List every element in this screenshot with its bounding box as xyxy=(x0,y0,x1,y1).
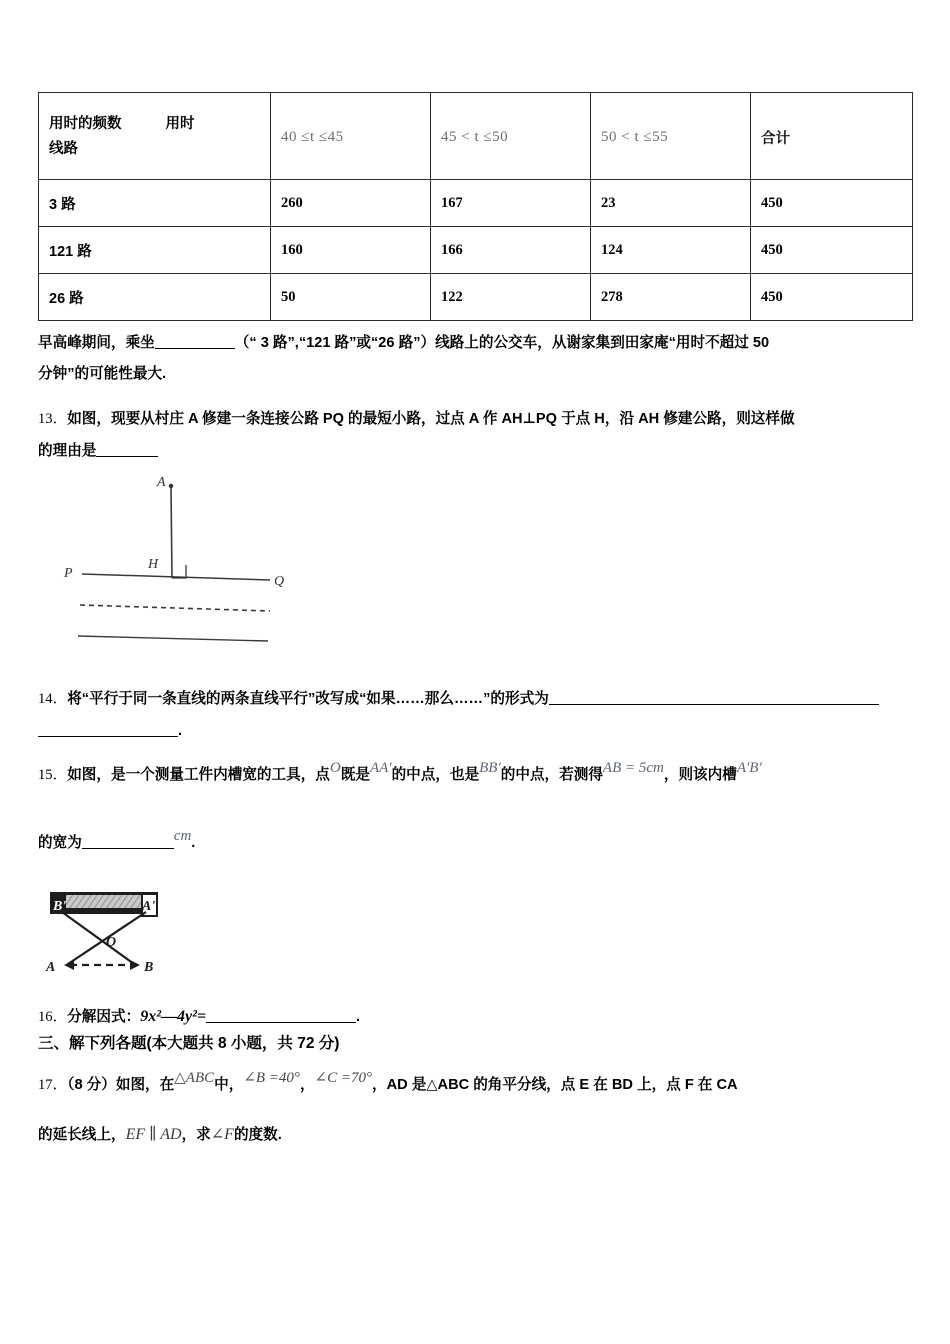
cell-r2-c1: 122 xyxy=(431,274,591,321)
table-header-row xyxy=(39,93,913,180)
math-AA-prime: AA′ xyxy=(369,760,392,776)
figure-label-P: P xyxy=(64,566,73,581)
q15-text-e: ，则该内槽 xyxy=(663,767,737,783)
q14-answer-blank-2[interactable] xyxy=(38,736,178,737)
segment-AH xyxy=(171,488,172,578)
q13-line-1 xyxy=(38,402,795,436)
q16-line xyxy=(38,1000,360,1034)
cell-r0-c0: 260 xyxy=(271,180,431,227)
q15-text-a: 如图，是一个测量工件内槽宽的工具，点 xyxy=(67,767,330,783)
q16-text-b: . xyxy=(356,1009,361,1025)
math-angle-B: ∠B =40° xyxy=(243,1070,300,1086)
corner-header-frequency: 用时的频数 xyxy=(49,115,122,132)
cell-r1-c1: 166 xyxy=(431,227,591,274)
figure-q15-svg xyxy=(42,886,194,986)
q16-answer-blank[interactable] xyxy=(206,1022,356,1023)
math-angle-F: ∠F xyxy=(210,1126,234,1143)
table-row xyxy=(39,227,913,274)
row-label-route-3: 3 路 xyxy=(39,180,271,227)
q17-text-d: ，AD 是△ABC 的角平分线，点 E 在 BD 上，点 F 在 CA xyxy=(372,1077,738,1093)
math-unit-cm: cm xyxy=(173,828,192,844)
figure-label-A-prime: A' xyxy=(142,899,156,914)
row-label-route-121: 121 路 xyxy=(39,227,271,274)
math-triangle-ABC: △ABC xyxy=(174,1070,215,1086)
q17-text-a: 如图，在 xyxy=(115,1077,175,1093)
q15-text-line2-a: 的宽为 xyxy=(38,835,82,851)
q15-line-2 xyxy=(38,826,195,860)
q13-text-line2: 的理由是 xyxy=(38,443,97,459)
point-A-dot xyxy=(169,484,173,488)
figure-label-B: B xyxy=(144,960,154,975)
q17-text-b: 中， xyxy=(214,1077,244,1093)
cell-r0-c1: 167 xyxy=(431,180,591,227)
figure-label-Q: Q xyxy=(274,574,285,589)
q13-text-line1: 如图，现要从村庄 A 修建一条连接公路 PQ 的最短小路，过点 A 作 AH⊥PQ 于点 H，沿 AH 修建公路，则这样做 xyxy=(67,411,795,427)
q17-number: 17． xyxy=(38,1077,68,1093)
right-angle-marker xyxy=(172,565,186,578)
q15-line-1 xyxy=(38,758,762,792)
q13-line-2 xyxy=(38,434,158,468)
cell-r2-c2: 278 xyxy=(591,274,751,321)
q12-text-after-blank: （“ 3 路”,“121 路”或“26 路”）线路上的公交车，从谢家集到田家庵“用时不超过 50 xyxy=(234,335,770,351)
cell-r0-c2: 23 xyxy=(591,180,751,227)
q15-number: 15． xyxy=(38,767,68,783)
figure-q13-perpendicular-to-line xyxy=(58,468,290,650)
row-label-route-26: 26 路 xyxy=(39,274,271,321)
q17-text-line2-a: 的延长线上， xyxy=(38,1127,126,1143)
q14-line-2 xyxy=(38,714,182,748)
cell-r2-c3: 450 xyxy=(751,274,913,321)
total-label: 合计 xyxy=(761,130,790,147)
q12-tail-line-1 xyxy=(38,326,769,360)
figure-q15-caliper-tool xyxy=(42,886,194,986)
q12-text-before-blank: 早高峰期间，乘坐 xyxy=(38,335,155,351)
arrow-left xyxy=(64,960,74,970)
table-row xyxy=(39,274,913,321)
q14-line-1 xyxy=(38,682,879,716)
q15-answer-blank[interactable] xyxy=(82,848,174,849)
table-row xyxy=(39,180,913,227)
q12-answer-blank[interactable] xyxy=(155,348,235,349)
table-header-total xyxy=(751,93,913,180)
bin-label-3: 50 < t ≤55 xyxy=(601,128,669,145)
caliper-bar-texture xyxy=(55,895,153,908)
corner-header-time: 用时 xyxy=(165,115,195,132)
q14-number: 14． xyxy=(38,691,68,707)
math-A-prime-B-prime: A′B′ xyxy=(736,760,762,776)
q15-text-b: 既是 xyxy=(340,767,370,783)
table-corner-header xyxy=(39,93,271,180)
q13-number: 13． xyxy=(38,411,68,427)
cell-r1-c0: 160 xyxy=(271,227,431,274)
figure-q13-svg xyxy=(58,468,290,650)
line-PQ xyxy=(82,574,270,580)
q17-line-2 xyxy=(38,1118,282,1152)
arrow-right xyxy=(130,960,140,970)
q16-number: 16． xyxy=(38,1009,68,1025)
q15-text-c: 的中点，也是 xyxy=(391,767,480,783)
q17-text-line2-b: ，求 xyxy=(181,1127,211,1143)
bin-label-2: 45 < t ≤50 xyxy=(441,128,509,145)
dashed-line xyxy=(80,605,270,611)
math-EF-parallel-AD: EF ∥ AD xyxy=(125,1126,182,1143)
figure-label-A: A xyxy=(157,475,166,490)
q15-text-d: 的中点，若测得 xyxy=(500,767,603,783)
section-3-title: 三、解下列各题(本大题共 8 小题，共 72 分) xyxy=(38,1035,340,1052)
cell-r1-c2: 124 xyxy=(591,227,751,274)
q14-text-line1: 将“平行于同一条直线的两条直线平行”改写成“如果……那么……”的形式为 xyxy=(67,691,549,707)
table-header-bin-1 xyxy=(271,93,431,180)
cell-r1-c3: 450 xyxy=(751,227,913,274)
corner-header-route: 线路 xyxy=(49,141,78,157)
figure-label-B-prime: B' xyxy=(53,899,67,914)
q17-text-line2-c: 的度数. xyxy=(233,1127,282,1143)
math-BB-prime: BB′ xyxy=(479,760,501,776)
q14-answer-blank-1[interactable] xyxy=(549,704,879,705)
q12-text-line2: 分钟”的可能性最大. xyxy=(38,366,167,382)
cell-r0-c3: 450 xyxy=(751,180,913,227)
q14-text-line2: . xyxy=(178,723,183,739)
q15-text-line2-b: . xyxy=(191,835,196,851)
cell-r2-c0: 50 xyxy=(271,274,431,321)
section-3-heading xyxy=(38,1031,339,1053)
frequency-table xyxy=(38,92,913,321)
q17-score: （8 分） xyxy=(67,1077,116,1093)
q17-line-1 xyxy=(38,1068,738,1102)
figure-label-H: H xyxy=(148,557,159,572)
math-angle-C: ∠C =70° xyxy=(314,1070,372,1086)
q12-tail-line-2 xyxy=(38,357,166,391)
figure-label-A: A xyxy=(46,960,56,975)
math-AB-equals-5cm: AB = 5cm xyxy=(602,760,664,776)
caliper-arm-1 xyxy=(62,912,134,964)
q17-text-c: ， xyxy=(299,1077,315,1093)
q16-text-a: 分解因式： xyxy=(67,1009,141,1025)
math-point-O: O xyxy=(329,760,341,776)
q16-expression: 9x²—4y²= xyxy=(140,1008,206,1025)
figure-label-O: O xyxy=(106,935,117,950)
table-header-bin-2 xyxy=(431,93,591,180)
lower-solid-line xyxy=(78,636,268,641)
bin-label-1: 40 ≤t ≤45 xyxy=(281,128,344,145)
q13-answer-blank[interactable] xyxy=(96,456,158,457)
table-header-bin-3 xyxy=(591,93,751,180)
